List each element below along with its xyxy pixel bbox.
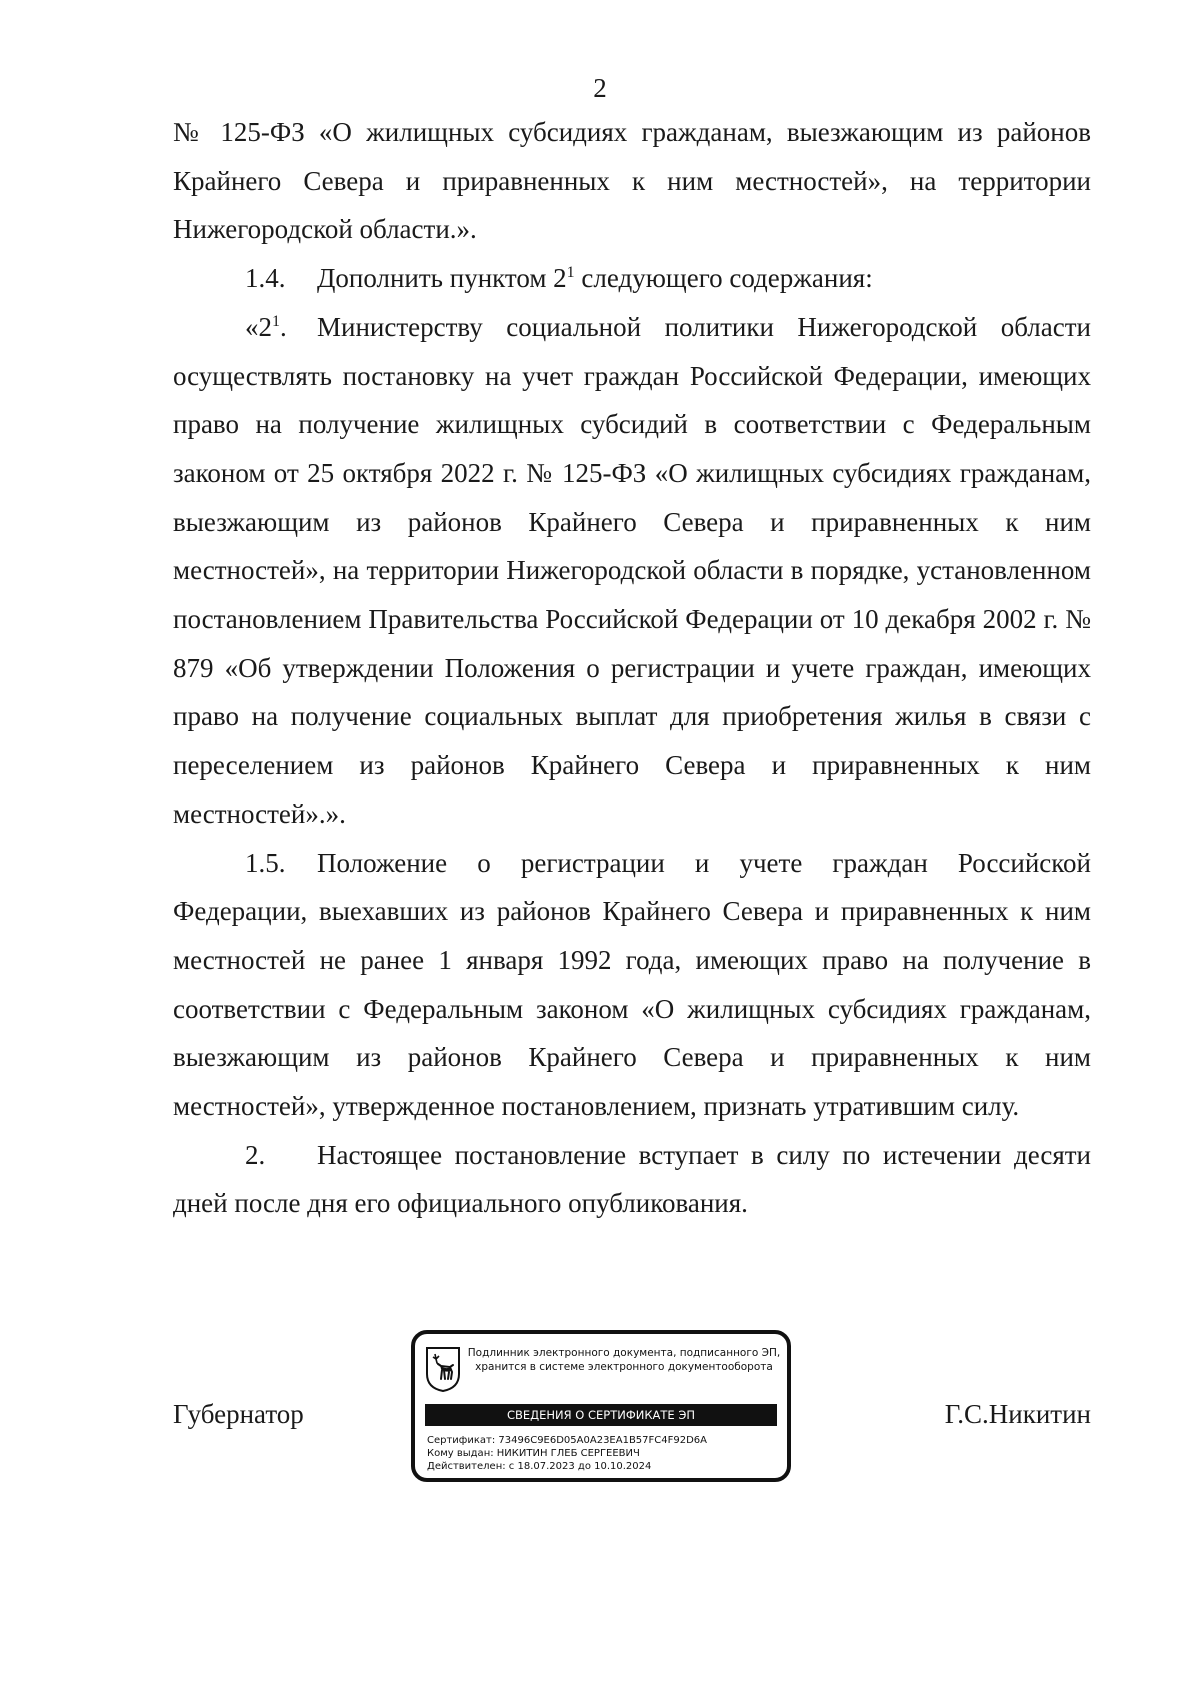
paragraph-1-5-number: 1.5. (245, 847, 286, 878)
stamp-certificate-number: Сертификат: 73496C9E6D05A0A23EA1B57FC4F92D6A (427, 1435, 708, 1446)
signatory-name: Г.С.Никитин (944, 1399, 1091, 1429)
paragraph-1-5-text: Положение о регистрации и учете граждан Российской Федерации, выехавших из районов Крайнего Севера и приравненных к ним местностей не ранее 1 января 1992 года, имеющих право на получение в соответствии с Федеральным законом «О жилищных субсидиях гражданам, выезжающим из районов Крайнего Севера и приравненных к ним местностей», утвержденное постановлением, признать утратившим силу. (173, 847, 1091, 1122)
paragraph-1-4 (173, 254, 1091, 303)
paragraph-1-4-text: Дополнить пунктом 2 (317, 263, 567, 294)
stamp-validity: Действителен: с 18.07.2023 до 10.10.2024 (427, 1461, 652, 1472)
paragraph-2-1-number-dot: . (280, 311, 287, 342)
deer-emblem-icon (425, 1346, 461, 1392)
stamp-certificate-details (427, 1434, 777, 1473)
stamp-certificate-banner: СВЕДЕНИЯ О СЕРТИФИКАТЕ ЭП (425, 1404, 777, 1426)
stamp-header-text: Подлинник электронного документа, подписанного ЭП, хранится в системе электронного документооборота (467, 1347, 781, 1373)
page-number: 2 (593, 73, 607, 103)
paragraph-2-1-text: Министерству социальной политики Нижегородской области осуществлять постановку на учет граждан Российской Федерации, имеющих право на получение жилищных субсидий в соответствии с Федеральным законом от 25 октября 2022 г. № 125-ФЗ «О жилищных субсидиях гражданам, выезжающим из районов Крайнего Севера и приравненных к ним местностей», на территории Нижегородской области в порядке, установленном постановлением Правительства Российской Федерации от 10 декабря 2002 г. № 879 «Об утверждении Положения о регистрации и учете граждан, имеющих право на получение социальных выплат для приобретения жилья в связи с переселением из районов Крайнего Севера и приравненных к ним местностей».». (173, 311, 1091, 829)
paragraph-2-1-number-main: «2 (245, 311, 272, 342)
paragraph-2 (173, 1131, 1091, 1228)
electronic-signature-stamp (411, 1330, 791, 1482)
paragraph-2-1-number-superscript: 1 (272, 312, 280, 330)
paragraph-1-4-tail: следующего содержания: (574, 263, 873, 294)
paragraph-2-1 (173, 303, 1091, 839)
paragraph-1-4-number: 1.4. (245, 263, 286, 294)
paragraph-2-1-number (245, 303, 317, 352)
paragraph-1-5 (173, 839, 1091, 1131)
signature-block (173, 1318, 1091, 1493)
stamp-issued-to: Кому выдан: НИКИТИН ГЛЕБ СЕРГЕЕВИЧ (427, 1448, 640, 1459)
signatory-title: Губернатор (173, 1399, 304, 1429)
paragraph-intro: № 125-ФЗ «О жилищных субсидиях гражданам, выезжающим из районов Крайнего Севера и приравненных к ним местностей», на территории Нижегородской области.». (173, 117, 1091, 245)
paragraph-1-4-superscript: 1 (566, 264, 575, 282)
paragraph-2-text: Настоящее постановление вступает в силу по истечении десяти дней после дня его официального опубликования. (173, 1139, 1091, 1219)
document-body (173, 108, 1091, 1228)
paragraph-2-number: 2. (245, 1139, 266, 1170)
